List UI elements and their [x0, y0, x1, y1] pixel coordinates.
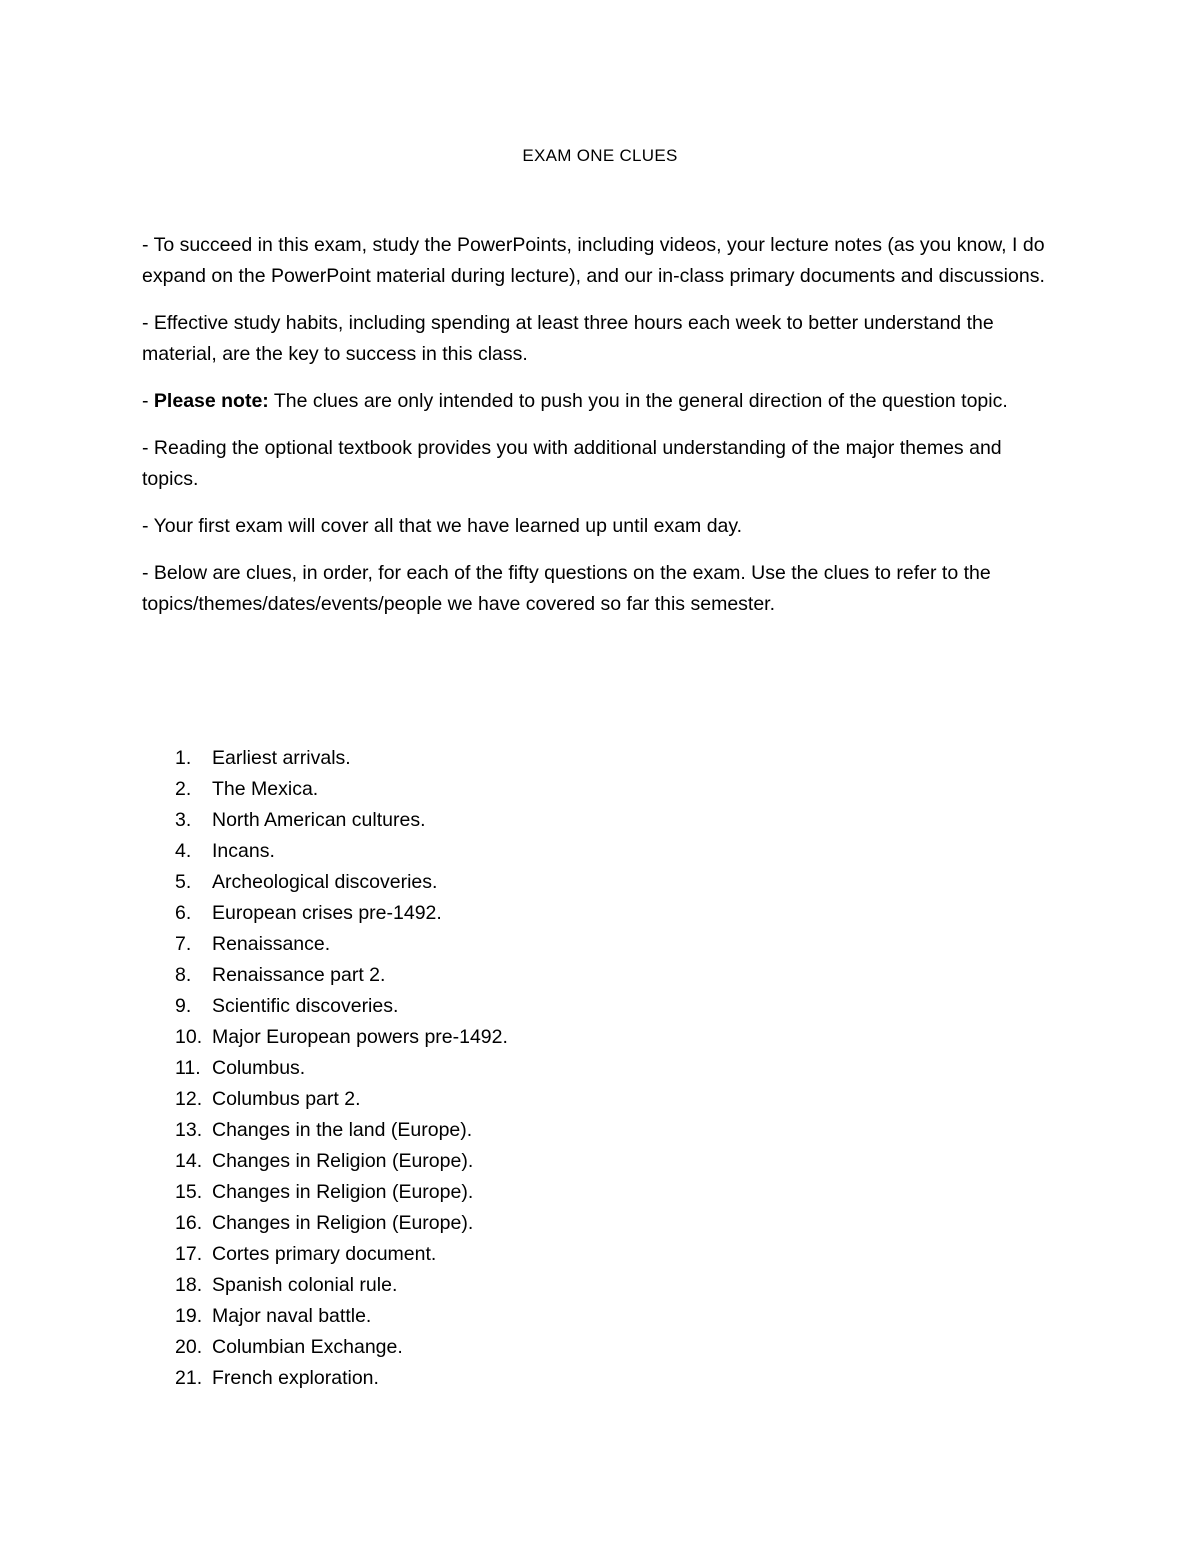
clue-item: [175, 1115, 508, 1146]
clue-item: [175, 1301, 508, 1332]
document-title: EXAM ONE CLUES: [522, 146, 678, 165]
clue-text: North American cultures.: [212, 809, 426, 831]
clue-number: 6.: [175, 902, 192, 924]
instruction-paragraph: [142, 558, 1062, 620]
clue-item: [175, 1208, 508, 1239]
clue-text: Columbian Exchange.: [212, 1336, 403, 1358]
clue-text: Cortes primary document.: [212, 1243, 437, 1265]
clue-number: 16.: [175, 1212, 203, 1234]
clue-item: [175, 774, 508, 805]
clue-item: [175, 929, 508, 960]
clue-text: Changes in Religion (Europe).: [212, 1181, 474, 1203]
bullet-dash: -: [142, 234, 154, 256]
clue-text: Scientific discoveries.: [212, 995, 399, 1017]
clue-item: [175, 991, 508, 1022]
clue-number: 17.: [175, 1243, 203, 1265]
clue-text: Columbus.: [212, 1057, 306, 1079]
paragraph-text: To succeed in this exam, study the PowerPoints, including videos, your lecture notes (as you know, I do expand on the PowerPoint material during lecture), and our in-class primary documents and discussions.: [142, 234, 1045, 287]
clue-number: 20.: [175, 1336, 203, 1358]
clue-text: Incans.: [212, 840, 275, 862]
clue-number: 19.: [175, 1305, 203, 1327]
clue-text: Major naval battle.: [212, 1305, 372, 1327]
bullet-dash: -: [142, 437, 154, 459]
clue-number: 5.: [175, 871, 192, 893]
clue-text: Changes in Religion (Europe).: [212, 1212, 474, 1234]
clue-item: [175, 898, 508, 929]
bullet-dash: -: [142, 562, 154, 584]
clue-number: 11.: [175, 1057, 201, 1079]
bullet-dash: -: [142, 312, 154, 334]
clue-number: 4.: [175, 840, 192, 862]
clue-text: Archeological discoveries.: [212, 871, 438, 893]
clue-text: Renaissance.: [212, 933, 331, 955]
clue-item: [175, 1270, 508, 1301]
clue-number: 9.: [175, 995, 192, 1017]
clue-text: Changes in Religion (Europe).: [212, 1150, 474, 1172]
clue-item: [175, 1084, 508, 1115]
clue-item: [175, 743, 508, 774]
bullet-dash: -: [142, 390, 154, 412]
clue-text: Major European powers pre-1492.: [212, 1026, 508, 1048]
clue-number: 18.: [175, 1274, 203, 1296]
clue-number: 3.: [175, 809, 192, 831]
clue-item: [175, 1146, 508, 1177]
paragraph-text: Below are clues, in order, for each of the fifty questions on the exam. Use the clues to refer to the topics/themes/dates/events/people we have covered so far this semester.: [142, 562, 991, 615]
clue-item: [175, 1363, 508, 1394]
clue-item: [175, 836, 508, 867]
paragraph-text: Your first exam will cover all that we have learned up until exam day.: [153, 515, 743, 537]
clue-item: [175, 960, 508, 991]
bold-lead: Please note:: [153, 390, 269, 412]
clue-number: 12.: [175, 1088, 203, 1110]
clue-text: Renaissance part 2.: [212, 964, 386, 986]
instruction-paragraph: [142, 308, 1062, 370]
clue-text: Columbus part 2.: [212, 1088, 361, 1110]
paragraph-text: Reading the optional textbook provides you with additional understanding of the major themes and topics.: [142, 437, 1002, 490]
clue-number: 14.: [175, 1150, 203, 1172]
clue-number: 13.: [175, 1119, 203, 1141]
clue-number: 10.: [175, 1026, 203, 1048]
clue-text: Earliest arrivals.: [212, 747, 351, 769]
instruction-paragraph: [142, 230, 1062, 292]
instruction-paragraph: [142, 386, 1062, 417]
clue-item: [175, 1332, 508, 1363]
instruction-paragraph: [142, 511, 1062, 542]
clue-number: 7.: [175, 933, 192, 955]
clue-number: 1.: [175, 747, 192, 769]
clue-item: [175, 1239, 508, 1270]
clue-text: French exploration.: [212, 1367, 379, 1389]
clue-text: Spanish colonial rule.: [212, 1274, 398, 1296]
clue-text: European crises pre-1492.: [212, 902, 442, 924]
clue-number: 15.: [175, 1181, 203, 1203]
paragraph-text: Effective study habits, including spending at least three hours each week to better understand the material, are the key to success in this class.: [142, 312, 994, 365]
clue-list: [175, 743, 508, 1394]
instructions: [142, 230, 1062, 636]
clue-item: [175, 1022, 508, 1053]
paragraph-text: The clues are only intended to push you in the general direction of the question topic.: [268, 390, 1008, 412]
instruction-paragraph: [142, 433, 1062, 495]
bullet-dash: -: [142, 515, 154, 537]
clue-item: [175, 1053, 508, 1084]
clue-item: [175, 867, 508, 898]
clue-number: 2.: [175, 778, 192, 800]
clue-text: The Mexica.: [212, 778, 319, 800]
clue-item: [175, 1177, 508, 1208]
clue-text: Changes in the land (Europe).: [212, 1119, 473, 1141]
clue-number: 8.: [175, 964, 192, 986]
clue-number: 21.: [175, 1367, 203, 1389]
clue-item: [175, 805, 508, 836]
